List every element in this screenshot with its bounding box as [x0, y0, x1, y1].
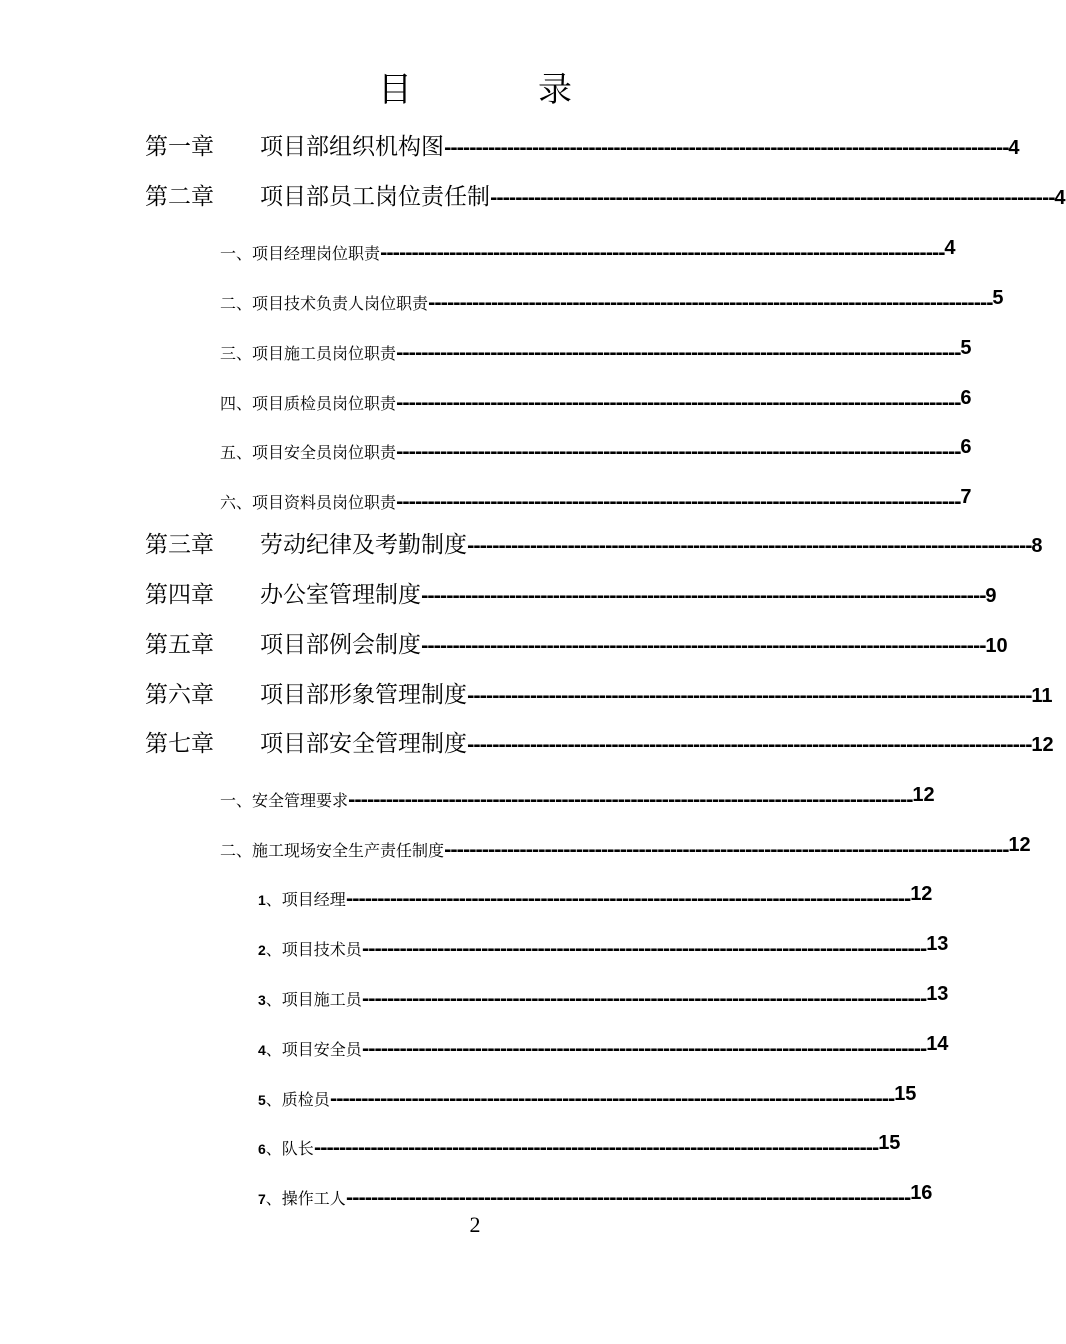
chapter-title: 项目部组织机构图 [260, 134, 444, 160]
dot-leader: ------------------------------------------------------------------------------------------ [396, 492, 961, 513]
item-number: 3 [258, 992, 266, 1008]
chapter-number: 第三章 [145, 532, 214, 558]
dot-leader: ------------------------------------------------------------------------------------------ [396, 393, 961, 414]
chapter-number: 第四章 [145, 582, 214, 608]
page-ref: 9 [985, 585, 997, 607]
section-title: 三、项目施工员岗位职责 [220, 344, 397, 363]
chapter-title: 劳动纪律及考勤制度 [260, 532, 467, 558]
toc-section-2-3[interactable] [220, 337, 972, 367]
toc-item-7[interactable] [258, 1182, 933, 1212]
section-title: 五、项目安全员岗位职责 [220, 443, 397, 462]
page-ref: 14 [926, 1033, 949, 1055]
dot-leader: ------------------------------------------------------------------------------------------ [396, 442, 961, 463]
chapter-number: 第七章 [145, 731, 214, 757]
toc-section-2-5[interactable] [220, 436, 972, 466]
toc-section-2-2[interactable] [220, 287, 1004, 317]
dot-leader: ------------------------------------------------------------------------------------------ [396, 343, 961, 364]
dot-leader: ------------------------------------------------------------------------------------------ [345, 889, 911, 910]
item-title: 、项目施工员 [265, 990, 362, 1009]
item-number: 6 [258, 1141, 266, 1157]
chapter-number: 第二章 [145, 184, 214, 210]
chapter-number: 第一章 [145, 134, 214, 160]
toc-chapter-3[interactable] [145, 530, 1043, 562]
dot-leader: ------------------------------------------------------------------------------------------ [313, 1138, 879, 1159]
dot-leader: ------------------------------------------------------------------------------------------ [444, 138, 1009, 159]
page-ref: 4 [1054, 187, 1066, 209]
page-ref: 12 [1008, 834, 1031, 856]
toc-chapter-7[interactable] [145, 729, 1054, 761]
chapter-number: 第六章 [145, 682, 214, 708]
page-ref: 4 [944, 237, 956, 259]
dot-leader: ------------------------------------------------------------------------------------------ [467, 686, 1032, 707]
page-ref: 15 [894, 1083, 917, 1105]
page-ref: 6 [960, 387, 972, 409]
toc-chapter-4[interactable] [145, 580, 997, 612]
toc-section-2-4[interactable] [220, 387, 972, 417]
item-title: 、项目技术员 [265, 940, 362, 959]
section-title: 一、安全管理要求 [220, 791, 349, 810]
section-title: 二、项目技术负责人岗位职责 [220, 294, 429, 313]
toc-item-1[interactable] [258, 883, 933, 913]
page-number: 2 [469, 1212, 481, 1237]
toc-section-7-1[interactable] [220, 784, 935, 814]
toc-chapter-6[interactable] [145, 680, 1053, 712]
section-title: 一、项目经理岗位职责 [220, 244, 381, 263]
page-ref: 11 [1031, 685, 1053, 707]
toc-title: 目 录 [378, 70, 618, 110]
item-title: 、质检员 [265, 1090, 330, 1109]
dot-leader: ------------------------------------------------------------------------------------------ [361, 1039, 927, 1060]
item-number: 4 [258, 1042, 266, 1058]
dot-leader: ------------------------------------------------------------------------------------------ [361, 989, 927, 1010]
dot-leader: ------------------------------------------------------------------------------------------ [467, 536, 1032, 557]
item-number: 2 [258, 942, 266, 958]
item-title: 、项目安全员 [265, 1040, 362, 1059]
chapter-title: 项目部形象管理制度 [260, 682, 467, 708]
page-ref: 5 [960, 337, 972, 359]
dot-leader: ------------------------------------------------------------------------------------------ [467, 735, 1032, 756]
dot-leader: ------------------------------------------------------------------------------------------ [421, 636, 986, 657]
page-ref: 16 [910, 1182, 933, 1204]
page-ref: 13 [926, 983, 949, 1005]
dot-leader: ------------------------------------------------------------------------------------------ [421, 586, 986, 607]
toc-chapter-1[interactable] [145, 132, 1020, 164]
page-ref: 5 [992, 287, 1004, 309]
toc-section-7-2[interactable] [220, 834, 1031, 864]
page-ref: 8 [1031, 535, 1043, 557]
dot-leader: ------------------------------------------------------------------------------------------ [361, 939, 927, 960]
page-ref: 10 [985, 635, 1008, 657]
toc-item-5[interactable] [258, 1083, 917, 1113]
page-ref: 13 [926, 933, 949, 955]
item-title: 、操作工人 [265, 1189, 346, 1208]
item-number: 1 [258, 892, 266, 908]
toc-item-4[interactable] [258, 1033, 949, 1063]
item-title: 、项目经理 [265, 890, 346, 909]
section-title: 四、项目质检员岗位职责 [220, 394, 397, 413]
page-ref: 12 [912, 784, 935, 806]
toc-chapter-5[interactable] [145, 630, 1008, 662]
dot-leader: ------------------------------------------------------------------------------------------ [329, 1089, 895, 1110]
toc-section-2-6[interactable] [220, 486, 972, 516]
dot-leader: ------------------------------------------------------------------------------------------ [345, 1188, 911, 1209]
chapter-title: 项目部员工岗位责任制 [260, 184, 490, 210]
toc-item-6[interactable] [258, 1132, 901, 1162]
dot-leader: ------------------------------------------------------------------------------------------ [348, 790, 913, 811]
section-title: 二、施工现场安全生产责任制度 [220, 841, 445, 860]
item-number: 5 [258, 1092, 266, 1108]
page-ref: 12 [910, 883, 933, 905]
toc-item-3[interactable] [258, 983, 949, 1013]
chapter-number: 第五章 [145, 632, 214, 658]
section-title: 六、项目资料员岗位职责 [220, 493, 397, 512]
page-ref: 12 [1031, 734, 1054, 756]
toc-item-2[interactable] [258, 933, 949, 963]
page-ref: 7 [960, 486, 972, 508]
chapter-title: 项目部安全管理制度 [260, 731, 467, 757]
chapter-title: 项目部例会制度 [260, 632, 421, 658]
dot-leader: ------------------------------------------------------------------------------------------ [380, 243, 945, 264]
chapter-title: 办公室管理制度 [260, 582, 421, 608]
page-ref: 6 [960, 436, 972, 458]
dot-leader: ------------------------------------------------------------------------------------------ [490, 188, 1055, 209]
page-ref: 15 [878, 1132, 901, 1154]
dot-leader: ------------------------------------------------------------------------------------------ [428, 293, 993, 314]
dot-leader: ------------------------------------------------------------------------------------------ [444, 840, 1009, 861]
item-title: 、队长 [265, 1139, 314, 1158]
item-number: 7 [258, 1191, 266, 1207]
toc-chapter-2[interactable] [145, 182, 1066, 214]
toc-section-2-1[interactable] [220, 237, 956, 267]
page-ref: 4 [1008, 137, 1020, 159]
